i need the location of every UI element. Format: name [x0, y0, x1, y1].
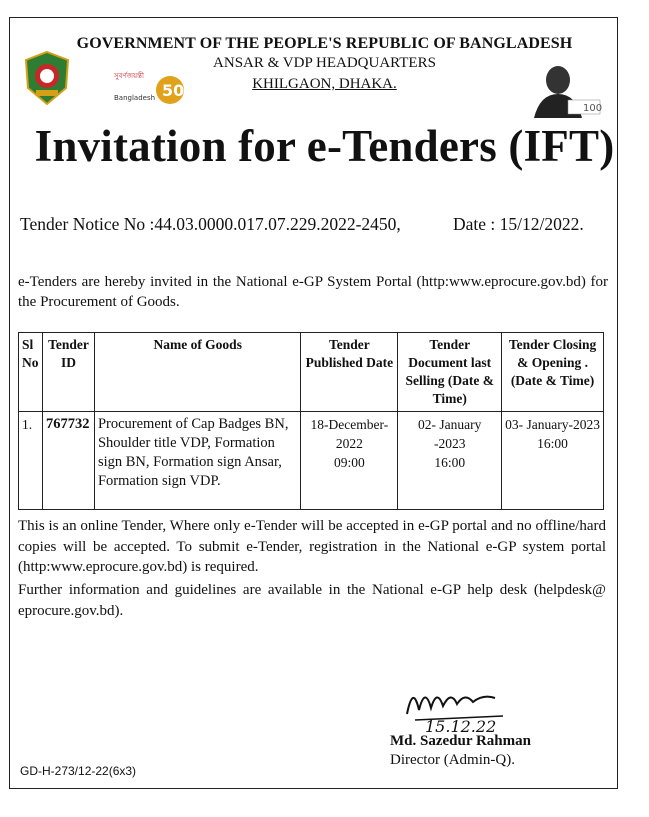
col-header-tender-id: Tender ID [42, 333, 94, 412]
closing-time: 16:00 [537, 436, 568, 451]
published-date: 18-December-2022 [310, 417, 389, 451]
svg-text:Bangladesh: Bangladesh [114, 94, 156, 102]
online-tender-paragraph: This is an online Tender, Where only e-Tender will be accepted in e-GP portal and no offline/hard copies will be accepted. To submit e-Tender, registration in the National e-GP system portal (http:www.eprocure.gov.bd) is required. [18, 518, 606, 575]
page-title: Invitation for e-Tenders (IFT) [34, 121, 615, 171]
svg-text:সুবর্ণজয়ন্তী: সুবর্ণজয়ন্তী [114, 72, 144, 80]
tender-notice-number: Tender Notice No :44.03.0000.017.07.229.2022-2450, [20, 214, 401, 234]
headquarters-heading: ANSAR & VDP HEADQUARTERS [213, 55, 436, 71]
cell-closing [502, 412, 604, 510]
intro-paragraph: e-Tenders are hereby invited in the National e-GP System Portal (http:www.eprocure.gov.bd) for the Procurement of Goods. [18, 274, 608, 310]
gd-code: GD-H-273/12-22(6x3) [20, 764, 137, 778]
cell-goods: Procurement of Cap Badges BN, Shoulder title VDP, Formation sign BN, Formation sign Ansar, Formation sign VDP. [94, 412, 300, 510]
cell-last-selling [398, 412, 502, 510]
col-header-goods: Name of Goods [94, 333, 300, 412]
col-header-sl: Sl No [19, 333, 43, 412]
col-header-published: Tender Published Date [301, 333, 398, 412]
selling-date: 02- January -2023 [418, 417, 482, 451]
signature-date: 15.12.22 [425, 717, 497, 736]
svg-text:50: 50 [162, 81, 185, 100]
signatory-designation: Director (Admin-Q). [390, 752, 515, 768]
col-header-closing: Tender Closing & Opening . (Date & Time) [502, 333, 604, 412]
selling-time: 16:00 [434, 455, 466, 470]
address-heading-wrap [0, 76, 649, 93]
cell-tender-id: 767732 [42, 412, 94, 510]
tender-table [18, 332, 604, 510]
cell-published [301, 412, 398, 510]
government-heading: GOVERNMENT OF THE PEOPLE'S REPUBLIC OF BANGLADESH [76, 35, 573, 52]
address-heading: KHILGAON, DHAKA. [252, 76, 397, 92]
published-time: 09:00 [333, 455, 365, 470]
closing-date: 03- January-2023 [505, 417, 600, 432]
signatory-name: Md. Sazedur Rahman [390, 733, 531, 749]
notice-date: Date : 15/12/2022. [453, 214, 584, 234]
cell-sl: 1. [19, 412, 43, 510]
col-header-last-selling: Tender Document last Selling (Date & Time) [398, 333, 502, 412]
helpdesk-paragraph: Further information and guidelines are available in the National e-GP help desk (helpdesk@ eprocure.gov.bd). [18, 582, 606, 619]
table-header-row [19, 333, 604, 412]
svg-text:100: 100 [583, 103, 602, 114]
table-row [19, 412, 604, 510]
